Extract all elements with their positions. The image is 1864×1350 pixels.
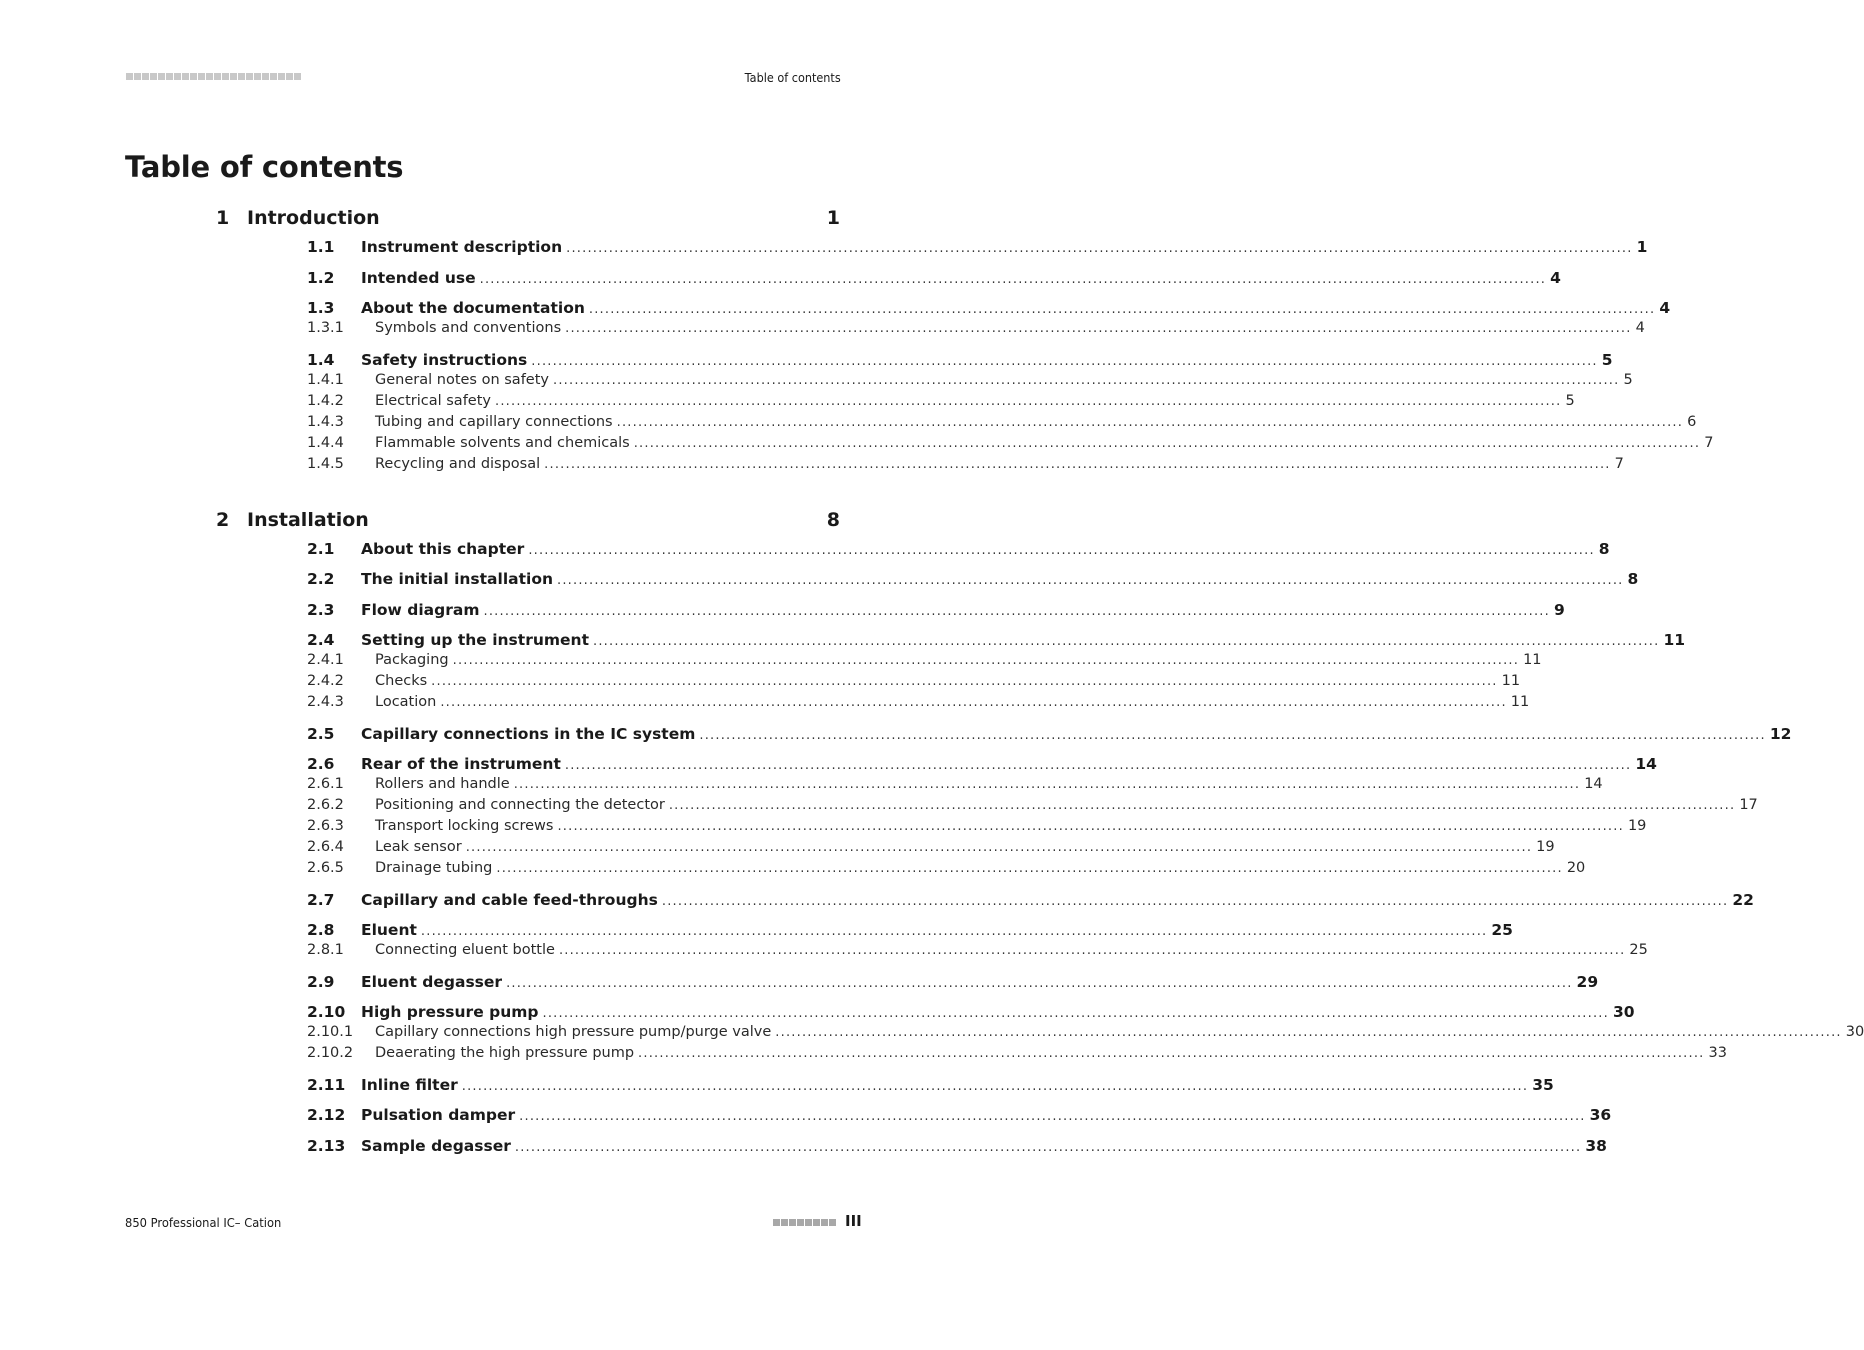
- toc-entry-number: 1.4.4: [307, 434, 344, 451]
- toc-section[interactable]: [307, 570, 1639, 591]
- toc-section[interactable]: [307, 268, 1561, 290]
- footer-decoration: [773, 1219, 836, 1226]
- toc-section[interactable]: [307, 724, 1792, 746]
- toc-subsection[interactable]: [307, 392, 1575, 414]
- decor-square: [781, 1219, 788, 1226]
- toc-entry-page: 19: [1627, 818, 1647, 834]
- toc-subsection[interactable]: [307, 652, 1542, 673]
- toc-subsection[interactable]: [307, 797, 1758, 818]
- toc-entry-number: 1.4.3: [307, 413, 344, 430]
- toc-entry-page: 35: [1532, 1075, 1554, 1094]
- toc-entry-title: About this chapter: [361, 539, 525, 558]
- toc-entry-number: 2.6: [307, 755, 335, 773]
- toc-entry-number: 2.6.5: [307, 860, 344, 876]
- toc-entry-title: Rollers and handle: [375, 776, 510, 792]
- toc-entry-title: Recycling and disposal: [375, 455, 541, 472]
- toc-entry-number: 2.7: [307, 890, 335, 909]
- toc-entry-number: 1.4: [307, 350, 335, 369]
- toc-chapter-title: Introduction: [247, 207, 380, 229]
- toc-leader-dots: ........................................................................................................................................................................................................: [557, 819, 1624, 834]
- toc-entry-title: Inline filter: [361, 1075, 458, 1094]
- toc-section[interactable]: [307, 1136, 1607, 1158]
- toc-entry-title: High pressure pump: [361, 1003, 539, 1021]
- toc-entry-number: 2.9: [307, 972, 335, 991]
- toc-leader-dots: ........................................................................................................................................................................................................: [592, 634, 1660, 649]
- toc-entry-number: 2.13: [307, 1136, 346, 1155]
- toc-entry-number: 2.10.2: [307, 1045, 354, 1061]
- toc-section[interactable]: [307, 600, 1565, 622]
- toc-leader-dots: ........................................................................................................................................................................................................: [420, 924, 1488, 939]
- toc-entry-title: Drainage tubing: [375, 860, 493, 876]
- decor-square: [821, 1219, 828, 1226]
- toc-chapter-number: 2: [216, 508, 230, 531]
- toc-entry-number: 2.1: [307, 539, 335, 558]
- toc-leader-dots: ........................................................................................................................................................................................................: [565, 321, 1632, 336]
- toc-entry-number: 2.10.1: [307, 1024, 354, 1040]
- toc-leader-dots: ........................................................................................................................................................................................................: [566, 241, 1633, 256]
- toc-entry-title: Instrument description: [361, 238, 563, 256]
- toc-section[interactable]: [307, 972, 1599, 994]
- toc-entry-number: 2.8.1: [307, 942, 344, 958]
- toc-chapter[interactable]: [216, 205, 840, 231]
- toc-section[interactable]: [307, 350, 1613, 372]
- toc-leader-dots: ........................................................................................................................................................................................................: [431, 674, 1498, 689]
- toc-entry-title: Rear of the instrument: [361, 755, 561, 773]
- toc-leader-dots: ........................................................................................................................................................................................................: [528, 542, 1595, 558]
- toc-entry-page: 20: [1566, 860, 1586, 876]
- toc-entry-number: 2.3: [307, 600, 335, 619]
- toc-entry-page: 9: [1553, 600, 1565, 619]
- toc-leader-dots: ........................................................................................................................................................................................................: [506, 975, 1573, 991]
- toc-leader-dots: ........................................................................................................................................................................................................: [633, 435, 1701, 451]
- toc-section[interactable]: [307, 238, 1648, 259]
- toc-entry-page: 30: [1845, 1024, 1864, 1040]
- toc-leader-dots: ........................................................................................................................................................................................................: [496, 861, 1563, 876]
- footer-product-name: 850 Professional IC– Cation: [125, 1215, 282, 1230]
- toc-subsection[interactable]: [307, 673, 1521, 694]
- decor-square: [829, 1219, 836, 1226]
- toc-entry-page: 7: [1614, 455, 1624, 472]
- toc-chapter-title: Installation: [247, 508, 369, 531]
- toc-leader-dots: ........................................................................................................................................................................................................: [558, 943, 1626, 958]
- toc-entry-page: 25: [1491, 921, 1513, 939]
- toc-entry-number: 2.2: [307, 570, 335, 588]
- toc-entry-page: 33: [1708, 1045, 1727, 1061]
- toc-entry-number: 1.2: [307, 268, 335, 287]
- toc-entry-page: 11: [1523, 652, 1542, 668]
- toc-entry-title: The initial installation: [361, 570, 554, 588]
- toc-entry-title: Tubing and capillary connections: [375, 413, 613, 430]
- toc-entry-number: 1.4.2: [307, 392, 344, 409]
- decor-square: [805, 1219, 812, 1226]
- decor-square: [813, 1219, 820, 1226]
- toc-leader-dots: ........................................................................................................................................................................................................: [440, 695, 1507, 710]
- toc-entry-title: Connecting eluent bottle: [375, 942, 555, 958]
- toc-entry-title: Intended use: [361, 268, 476, 287]
- toc-section[interactable]: [307, 921, 1513, 942]
- toc-entry-page: 11: [1510, 694, 1530, 710]
- toc-entry-number: 2.10: [307, 1003, 346, 1021]
- decor-square: [797, 1219, 804, 1226]
- toc-leader-dots: ........................................................................................................................................................................................................: [513, 777, 1581, 792]
- toc-subsection[interactable]: [307, 1045, 1727, 1066]
- toc-entry-page: 5: [1601, 350, 1613, 369]
- toc-leader-dots: ........................................................................................................................................................................................................: [452, 653, 1520, 668]
- toc-section[interactable]: [307, 1106, 1612, 1127]
- toc-subsection[interactable]: [307, 413, 1697, 435]
- toc-entry-page: 8: [1627, 570, 1639, 588]
- toc-leader-dots: ........................................................................................................................................................................................................: [557, 573, 1624, 588]
- toc-section[interactable]: [307, 890, 1754, 912]
- toc-entry-title: Flammable solvents and chemicals: [375, 434, 630, 451]
- toc-entry-number: 2.5: [307, 724, 335, 743]
- running-header-title: Table of contents: [744, 70, 841, 85]
- toc-leader-dots: ........................................................................................................................................................................................................: [775, 1025, 1842, 1040]
- toc-entry-page: 14: [1635, 755, 1657, 773]
- toc-entry-page: 6: [1687, 413, 1697, 430]
- toc-entry-number: 2.4.3: [307, 694, 344, 710]
- toc-entry-page: 38: [1585, 1136, 1607, 1155]
- toc-entry-page: 4: [1550, 268, 1561, 287]
- toc-entry-title: Checks: [375, 673, 428, 689]
- toc-subsection[interactable]: [307, 860, 1586, 881]
- toc-entry-page: 22: [1732, 890, 1754, 909]
- toc-entry-title: Packaging: [375, 652, 449, 668]
- toc-subsection[interactable]: [307, 776, 1603, 797]
- toc-entry-number: 1.3.1: [307, 320, 344, 336]
- toc-chapter[interactable]: [216, 507, 840, 533]
- toc-entry-title: Deaerating the high pressure pump: [375, 1045, 635, 1061]
- toc-subsection[interactable]: [307, 839, 1555, 860]
- toc-leader-dots: ........................................................................................................................................................................................................: [542, 1006, 1609, 1021]
- toc-leader-dots: ........................................................................................................................................................................................................: [661, 893, 1729, 909]
- toc-entry-page: 25: [1629, 942, 1648, 958]
- toc-entry-title: Transport locking screws: [375, 818, 554, 834]
- toc-section[interactable]: [307, 299, 1671, 320]
- toc-leader-dots: ........................................................................................................................................................................................................: [495, 393, 1562, 409]
- toc-entry-title: Setting up the instrument: [361, 631, 589, 649]
- page-title: Table of contents: [125, 150, 404, 184]
- toc-entry-title: Sample degasser: [361, 1136, 511, 1155]
- toc-leader-dots: ........................................................................................................................................................................................................: [519, 1109, 1586, 1124]
- toc-entry-number: 2.4.2: [307, 673, 344, 689]
- toc-entry-title: Symbols and conventions: [375, 320, 562, 336]
- toc-subsection[interactable]: [307, 694, 1530, 715]
- toc-entry-title: Capillary and cable feed-throughs: [361, 890, 658, 909]
- toc-entry-title: Pulsation damper: [361, 1106, 516, 1124]
- toc-entry-number: 2.6.2: [307, 797, 344, 813]
- toc-entry-title: Positioning and connecting the detector: [375, 797, 665, 813]
- toc-chapter-page: 1: [826, 207, 840, 229]
- footer-page-number: III: [845, 1212, 862, 1230]
- toc-subsection[interactable]: [307, 1024, 1864, 1045]
- toc-entry-page: 1: [1636, 238, 1648, 256]
- toc-entry-page: 29: [1576, 972, 1599, 991]
- toc-entry-page: 30: [1612, 1003, 1635, 1021]
- toc-entry-page: 4: [1659, 299, 1671, 317]
- toc-entry-page: 4: [1635, 320, 1645, 336]
- toc-leader-dots: ........................................................................................................................................................................................................: [531, 353, 1598, 369]
- toc-entry-page: 5: [1623, 371, 1633, 388]
- toc-entry-number: 2.8: [307, 921, 335, 939]
- toc-entry-page: 5: [1565, 392, 1575, 409]
- toc-entry-page: 19: [1536, 839, 1555, 855]
- toc-entry-page: 7: [1704, 434, 1714, 451]
- toc-entry-page: 11: [1501, 673, 1521, 689]
- toc-entry-title: Capillary connections high pressure pump/purge valve: [375, 1024, 772, 1040]
- decor-square: [773, 1219, 780, 1226]
- toc-entry-number: 2.6.3: [307, 818, 344, 834]
- toc-leader-dots: ........................................................................................................................................................................................................: [564, 758, 1632, 773]
- toc-subsection[interactable]: [307, 942, 1648, 963]
- toc-leader-dots: ........................................................................................................................................................................................................: [479, 271, 1547, 287]
- toc-entry-page: 11: [1663, 631, 1686, 649]
- toc-leader-dots: ........................................................................................................................................................................................................: [465, 840, 1533, 855]
- toc-section[interactable]: [307, 1003, 1635, 1024]
- toc-entry-title: Electrical safety: [375, 392, 491, 409]
- toc-leader-dots: ........................................................................................................................................................................................................: [616, 414, 1684, 430]
- toc-entry-number: 2.4: [307, 631, 335, 649]
- toc-entry-title: Flow diagram: [361, 600, 480, 619]
- toc-subsection[interactable]: [307, 455, 1624, 477]
- toc-entry-number: 1.4.5: [307, 455, 344, 472]
- toc-leader-dots: ........................................................................................................................................................................................................: [638, 1046, 1705, 1061]
- toc-section[interactable]: [307, 755, 1657, 776]
- toc-section[interactable]: [307, 1075, 1554, 1097]
- toc-entry-title: Leak sensor: [375, 839, 462, 855]
- toc-chapter-number: 1: [216, 207, 230, 229]
- toc-subsection[interactable]: [307, 434, 1714, 456]
- toc-leader-dots: ........................................................................................................................................................................................................: [461, 1078, 1529, 1094]
- toc-leader-dots: ........................................................................................................................................................................................................: [699, 727, 1766, 743]
- toc-subsection[interactable]: [307, 818, 1647, 839]
- toc-entry-number: 1.3: [307, 299, 335, 317]
- toc-chapter-page: 8: [826, 508, 840, 531]
- toc-entry-title: General notes on safety: [375, 371, 549, 388]
- toc-leader-dots: ........................................................................................................................................................................................................: [514, 1139, 1582, 1155]
- toc-entry-title: Capillary connections in the IC system: [361, 724, 696, 743]
- toc-leader-dots: ........................................................................................................................................................................................................: [668, 798, 1736, 813]
- toc-entry-number: 2.6.4: [307, 839, 344, 855]
- toc-entry-number: 1.1: [307, 238, 335, 256]
- toc-leader-dots: ........................................................................................................................................................................................................: [544, 456, 1611, 472]
- decor-square: [789, 1219, 796, 1226]
- toc-entry-page: 17: [1739, 797, 1758, 813]
- toc-subsection[interactable]: [307, 371, 1633, 393]
- toc-entry-number: 2.6.1: [307, 776, 344, 792]
- toc-section[interactable]: [307, 539, 1610, 561]
- toc-entry-number: 2.12: [307, 1106, 346, 1124]
- toc-entry-number: 2.4.1: [307, 652, 344, 668]
- toc-entry-page: 36: [1589, 1106, 1612, 1124]
- toc-entry-title: Location: [375, 694, 437, 710]
- toc-entry-page: 8: [1598, 539, 1610, 558]
- toc-entry-title: Eluent: [361, 921, 417, 939]
- toc-entry-number: 2.11: [307, 1075, 346, 1094]
- toc-leader-dots: ........................................................................................................................................................................................................: [553, 372, 1620, 388]
- toc-section[interactable]: [307, 631, 1686, 652]
- toc-entry-title: Safety instructions: [361, 350, 528, 369]
- toc-entry-page: 14: [1584, 776, 1603, 792]
- toc-leader-dots: ........................................................................................................................................................................................................: [483, 603, 1550, 619]
- toc-entry-page: 12: [1769, 724, 1792, 743]
- toc-entry-title: About the documentation: [361, 299, 585, 317]
- toc-entry-title: Eluent degasser: [361, 972, 503, 991]
- toc-subsection[interactable]: [307, 320, 1645, 341]
- toc-entry-number: 1.4.1: [307, 371, 344, 388]
- toc-leader-dots: ........................................................................................................................................................................................................: [588, 302, 1656, 317]
